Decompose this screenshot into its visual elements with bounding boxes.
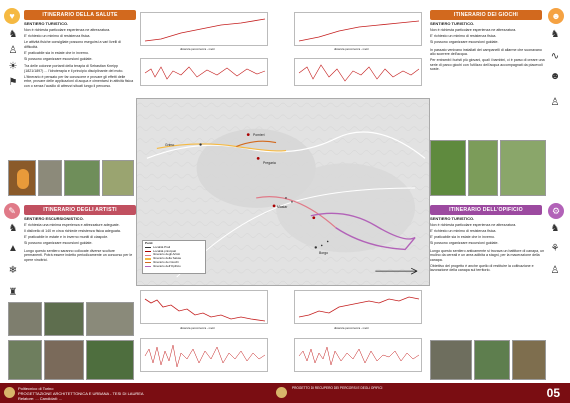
giochi-line-1: Non è richiesta particolare esperienza ne attrezzatura. [430, 27, 517, 32]
sun-snow-icon: ☀ [8, 61, 18, 72]
family-icon: ☻ [549, 71, 561, 82]
artisti-altitude-chart [140, 290, 268, 324]
place-label: Borgo [319, 251, 329, 255]
salute-line-6: Tra delle colonne portanti della terapia di Sebastian Kneipp (1821/1897) ... l'idroterapia e il principio disciplinante del moto. [24, 64, 124, 73]
opificio-line-5: Lungo questo sentiero anticamente si trovava un battitore di canapa, un mulino da cereali e un area adibita a stagni, per la macerazione della canapa. [430, 248, 545, 262]
seesaw-icon: ∿ [550, 51, 560, 62]
axis-distance-label: distanza percorrenza - metri [180, 326, 215, 330]
place-label: Grimo [165, 143, 175, 147]
hiker-icon: ♞ [550, 223, 560, 234]
mill-badge-icon: ⚙ [548, 203, 564, 219]
guide-icon: ⚑ [8, 77, 18, 88]
bath-photo [38, 160, 62, 196]
mill-photo-3 [512, 340, 546, 380]
university-logo-icon [4, 387, 15, 398]
sculpture-photo-4 [8, 340, 42, 380]
garden-photo [64, 160, 100, 196]
map-legend [142, 240, 206, 274]
opificio-line-3: E' praticabile sia in estate che in inverno. [430, 234, 496, 239]
salute-slope-chart [140, 58, 268, 86]
sculpture-photo-1 [8, 302, 42, 336]
artisti-title: ITINERARIO DEGLI ARTISTI [24, 205, 136, 215]
artisti-line-2: Il dislivello di 140 m circa richiede resistenza fisica adeguata. [24, 228, 121, 233]
opificio-line-4: Si possono organizzare escursioni guidate. [430, 240, 499, 245]
axis-distance-label: distanza percorrenza - metri [334, 326, 369, 330]
place-label: Mastar [277, 205, 288, 209]
sculpture-photo-5 [44, 340, 84, 380]
climber-icon: ♞ [8, 223, 18, 234]
mill-photo-1 [430, 340, 472, 380]
field-photo [102, 160, 134, 196]
playground-photo-2 [468, 140, 498, 196]
giochi-line-5: Per entrambi i turisti più giovani, quali i bambini, ci è parso di creare una serie di parco giochi con l'utilizzo dell'acqua accompagnati da piacevoli soste. [430, 58, 545, 72]
opificio-line-1: Non è richiesta particolare esperienza ne attrezzatura. [430, 222, 517, 227]
mill-photo-2 [474, 340, 510, 380]
giochi-line-2: E' richiesto un minimo di resistenza fisica. [430, 33, 497, 38]
giochi-altitude-chart [294, 12, 422, 46]
salute-text [24, 22, 134, 90]
sculpture-icon: ♜ [8, 287, 18, 298]
footer-bar [0, 383, 570, 403]
axis-distance-label: distanza percorrenza - metri [334, 47, 369, 51]
salute-line-7: L'itinerario è pensato per far conoscere e provare gli effetti delle erbe, provare delle applicazioni di acqua e cimentarsi in attività fisica con o senza l'ausilio di attrezzi situati lungo il percorso. [24, 74, 134, 88]
salute-line-5: Si possono organizzare escursioni guidate. [24, 56, 93, 61]
opificio-altitude-chart [294, 290, 422, 324]
department-logo-icon [276, 387, 287, 398]
giochi-line-3: Si possono organizzare escursioni guidate. [430, 39, 499, 44]
salute-line-4: E' praticabile sia in estate che in inverno. [24, 50, 90, 55]
salute-heading: SENTIERO TURISTICO. [24, 21, 69, 26]
course-name: PROGETTAZIONE ARCHITETTONICA E URBANA - TESI DI LAUREA [18, 391, 144, 396]
playground-photo-1 [430, 140, 466, 196]
opificio-text [430, 217, 546, 274]
opificio-line-2: E' richiesto un minimo di resistenza fisica. [430, 228, 497, 233]
page-number: 05 [546, 386, 560, 400]
school-name: Politecnico di Torino [18, 386, 54, 391]
artisti-line-3: E' praticabile in estate e in inverno muniti di ciaspole. [24, 234, 109, 239]
opificio-slope-chart [294, 338, 422, 372]
salute-title: ITINERARIO DELLA SALUTE [24, 10, 136, 20]
spa-photo [8, 160, 36, 196]
legend-item: Itinerario degli Artisti [145, 253, 203, 257]
salute-line-2: E' richiesto un minimo di resistenza fisica. [24, 33, 91, 38]
mill-icon: ⚘ [550, 243, 560, 254]
walker-icon: ♙ [8, 45, 18, 56]
artisti-heading: SENTIERO ESCURSIONISTICO. [24, 216, 84, 221]
giochi-text [430, 22, 546, 73]
artisti-line-4: Si possono organizzare escursioni guidate. [24, 240, 93, 245]
place-label: Pregaria [263, 161, 276, 165]
mountain-icon: ▲ [8, 243, 18, 254]
hiker-icon: ♞ [550, 29, 560, 40]
sculpture-photo-6 [86, 340, 134, 380]
salute-altitude-chart [140, 12, 268, 46]
sculpture-photo-3 [86, 302, 134, 336]
giochi-line-4: In passato venivano installati dei campanelli di allarme che suonavano allo scorrere dell'acqua. [430, 47, 542, 57]
salute-line-1: Non è richiesta particolare esperienza ne attrezzatura. [24, 27, 111, 32]
legend-item: Itinerario dei Giochi [145, 261, 203, 265]
legend-item: Itinerario dell'Opificio [145, 265, 203, 269]
artisti-text [24, 217, 134, 264]
people-icon: ♙ [550, 97, 560, 108]
giochi-title: ITINERARIO DEI GIOCHI [430, 10, 542, 20]
artisti-slope-chart [140, 338, 268, 372]
people-icon: ♙ [550, 265, 560, 276]
legend-item: Località Prali [145, 246, 203, 250]
salute-line-3: Le attività fisiche consigliate possono eseguirsi a vari livelli di difficoltà. [24, 39, 121, 49]
footer-left [18, 386, 144, 401]
footer-title: PROGETTO DI RECUPERO DEI PERCORSI E DEGLI OPIFICI [292, 386, 383, 390]
giochi-heading: SENTIERO TURISTICO. [430, 21, 475, 26]
legend-title: Punti [145, 241, 153, 245]
opificio-title: ITINERARIO DELL'OPIFICIO [430, 205, 542, 215]
artisti-line-1: E' richiesta una minima esperienza e attrezzature adeguate. [24, 222, 120, 227]
place-label: Pomieri [253, 133, 265, 137]
authors: Relatore: ... Candidati: ... [18, 396, 63, 401]
sculpture-photo-2 [44, 302, 84, 336]
hiker-icon: ♞ [8, 29, 18, 40]
artisti-line-5: Lungo questo sentiero saranno collocate diverse sculture permanenti. Potrà essere indetto periodicamente un concorso per le opere vincitrici. [24, 248, 133, 262]
legend-item: Località principali [145, 250, 203, 254]
games-badge-icon: ☻ [548, 8, 564, 24]
snowshoe-icon: ❄ [8, 265, 18, 276]
giochi-slope-chart [294, 58, 422, 86]
opificio-heading: SENTIERO TURISTICO. [430, 216, 475, 221]
playground-photo-3 [500, 140, 546, 196]
opificio-line-6: Obiettivo del progetto è anche quello di restituire la coltivazione e lavorazione della canapa sul territorio. [430, 263, 534, 273]
health-badge-icon: ♥ [4, 8, 20, 24]
legend-item: Itinerario della Salute [145, 257, 203, 261]
axis-distance-label: distanza percorrenza - metri [180, 47, 215, 51]
artists-badge-icon: ✎ [4, 203, 20, 219]
